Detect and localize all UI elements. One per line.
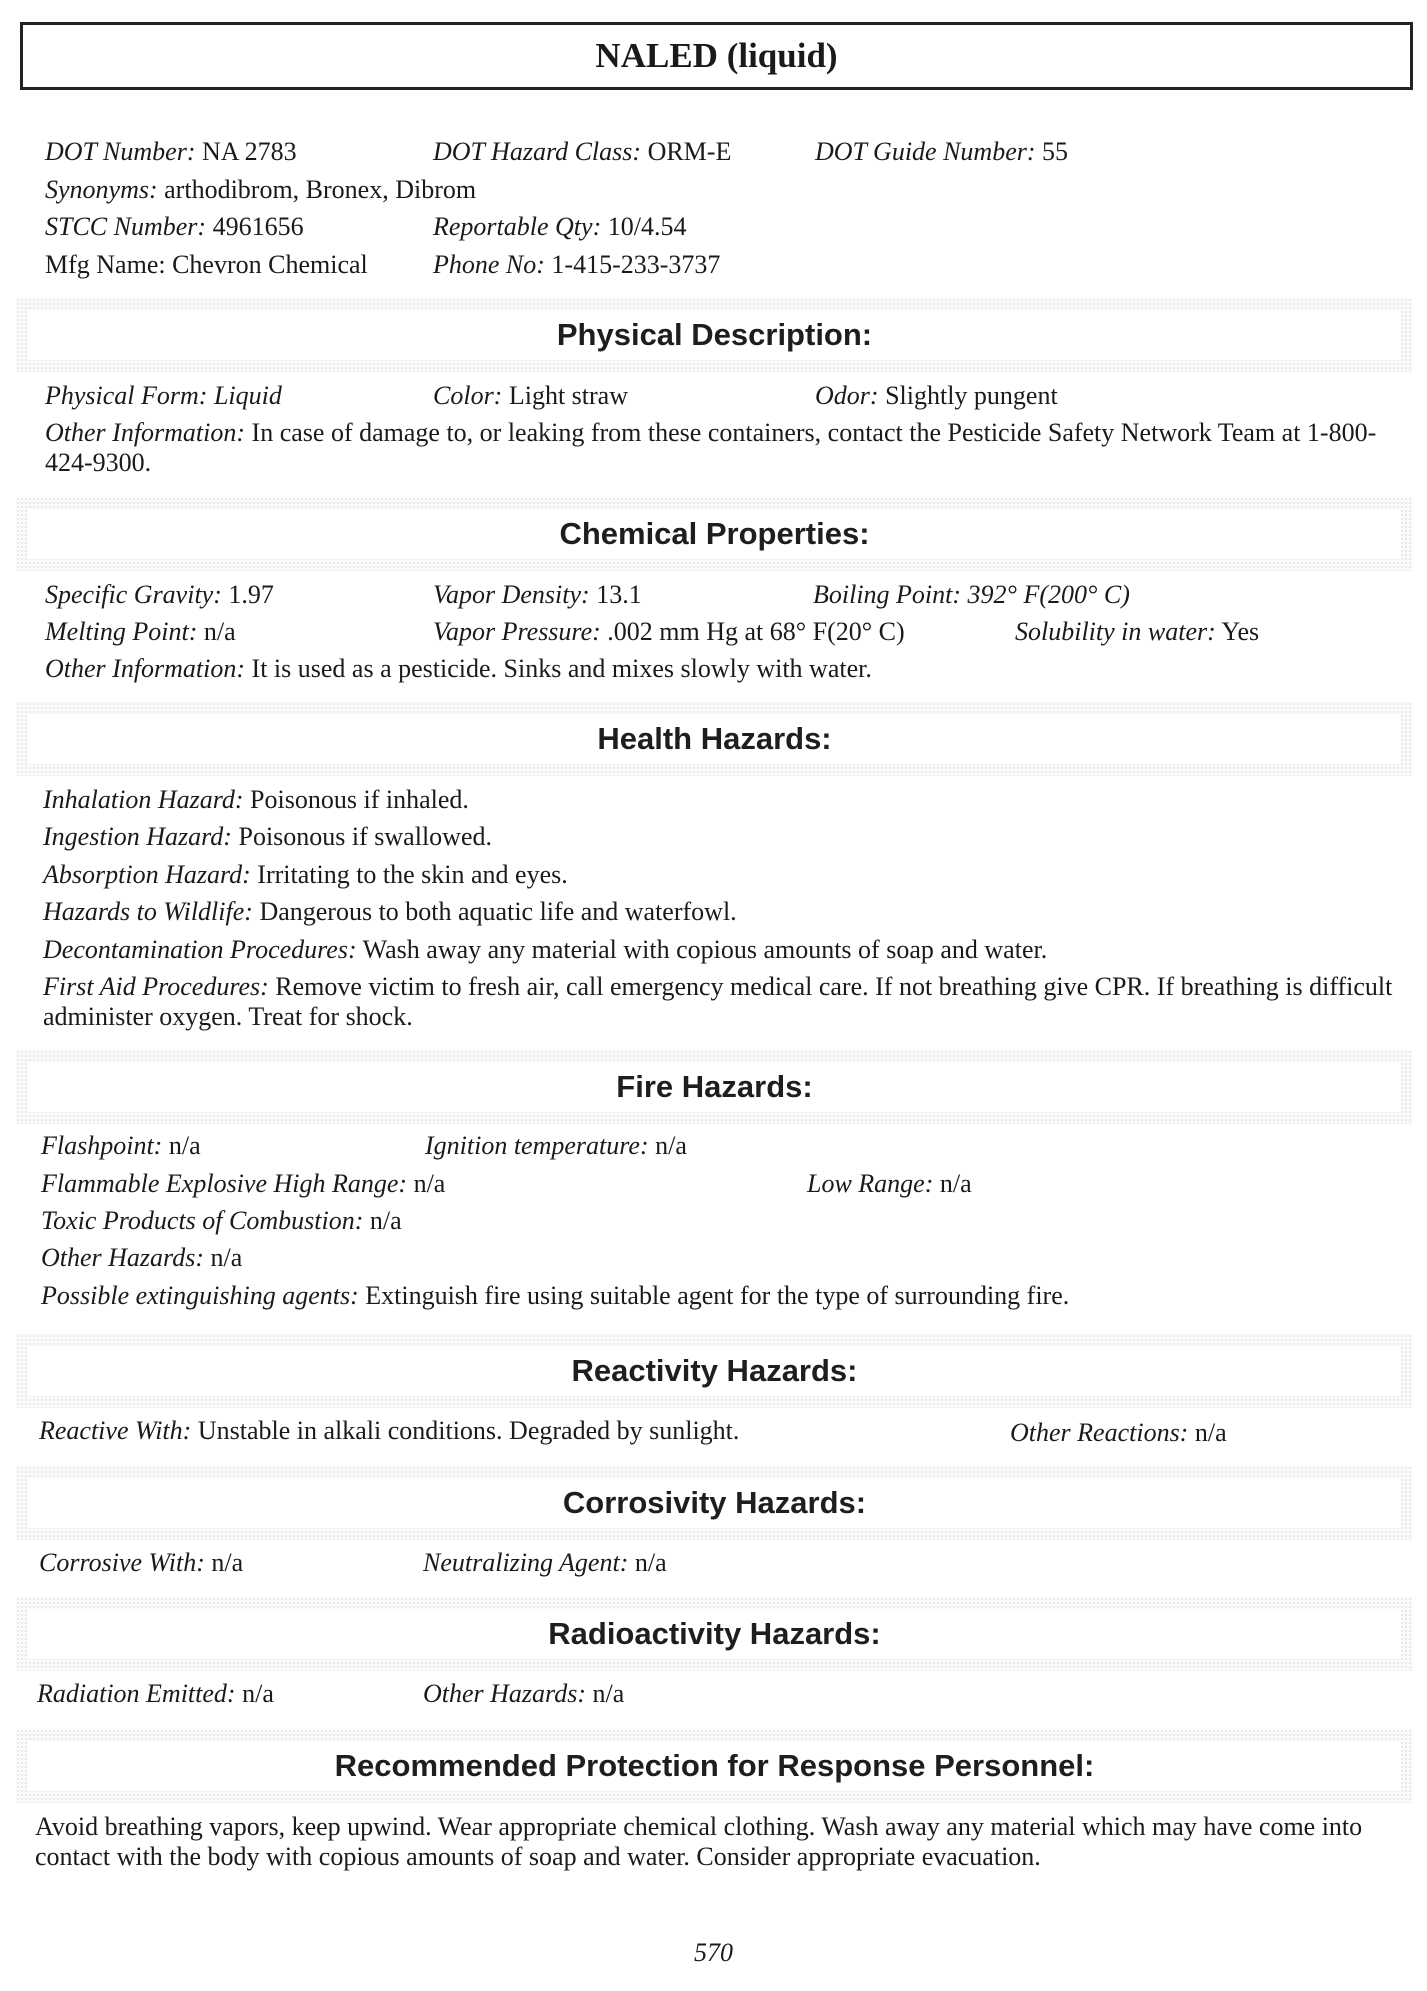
synonyms-value: arthodibrom, Bronex, Dibrom <box>164 175 477 204</box>
neutralizing-value: n/a <box>634 1548 667 1577</box>
reportable-qty-value: 10/4.54 <box>607 212 687 241</box>
radio-other-hazards-field <box>423 1679 624 1709</box>
mfg-field <box>45 250 368 280</box>
inhalation-value: Poisonous if inhaled. <box>250 785 469 814</box>
guide-number-label: DOT Guide Number: <box>815 137 1036 166</box>
protection-heading: Recommended Protection for Response Personnel: <box>334 1748 1095 1783</box>
radioactivity-section-band <box>16 1597 1413 1671</box>
odor-value: Slightly pungent <box>885 381 1058 410</box>
boiling-point-field <box>813 580 1130 610</box>
ingestion-field <box>43 822 492 852</box>
ignition-field <box>425 1131 687 1161</box>
boiling-point-label: Boiling Point: <box>813 580 962 609</box>
phone-value: 1-415-233-3737 <box>551 250 721 279</box>
vapor-pressure-label: Vapor Pressure: <box>433 617 601 646</box>
ignition-label: Ignition temperature: <box>425 1131 649 1160</box>
boiling-point-value: 392° F(200° C) <box>967 580 1130 609</box>
dot-number-value: NA 2783 <box>201 137 297 166</box>
high-range-value: n/a <box>413 1169 446 1198</box>
corrosive-with-field <box>39 1548 243 1578</box>
other-reactions-label: Other Reactions: <box>1010 1418 1189 1447</box>
other-reactions-field <box>1010 1418 1227 1448</box>
mfg-value: Chevron Chemical <box>172 250 368 279</box>
absorption-value: Irritating to the skin and eyes. <box>257 860 568 889</box>
dot-number-field <box>45 137 297 167</box>
reactive-with-value: Unstable in alkali conditions. Degraded by sunlight. <box>197 1416 740 1445</box>
corrosivity-section-band <box>16 1466 1413 1540</box>
stcc-label: STCC Number: <box>45 212 207 241</box>
corrosive-with-label: Corrosive With: <box>39 1548 205 1577</box>
health-section-band <box>16 702 1413 776</box>
odor-label: Odor: <box>815 381 879 410</box>
first-aid-value: Remove victim to fresh air, call emergency medical care. If not breathing give CPR. If breathing is difficult administer oxygen. Treat for shock. <box>43 972 1393 1031</box>
flashpoint-field <box>41 1131 201 1161</box>
chemical-other-value: It is used as a pesticide. Sinks and mixes slowly with water. <box>251 654 872 683</box>
ignition-value: n/a <box>655 1131 687 1160</box>
absorption-label: Absorption Hazard: <box>43 860 251 889</box>
specific-gravity-value: 1.97 <box>228 580 274 609</box>
fire-other-hazards-label: Other Hazards: <box>41 1243 204 1272</box>
absorption-field <box>43 860 568 890</box>
synonyms-field <box>45 175 476 205</box>
radio-other-hazards-label: Other Hazards: <box>423 1679 586 1708</box>
inhalation-field <box>43 785 469 815</box>
inhalation-label: Inhalation Hazard: <box>43 785 244 814</box>
phone-field <box>433 250 720 280</box>
ingestion-value: Poisonous if swallowed. <box>238 822 492 851</box>
reactive-with-field <box>39 1416 739 1446</box>
fire-heading: Fire Hazards: <box>616 1069 813 1104</box>
neutralizing-field <box>423 1548 667 1578</box>
decontamination-value: Wash away any material with copious amounts of soap and water. <box>362 935 1048 964</box>
first-aid-field <box>43 972 1398 1032</box>
solubility-label: Solubility in water: <box>1015 617 1216 646</box>
toxic-products-label: Toxic Products of Combustion: <box>41 1206 364 1235</box>
physical-other-label: Other Information: <box>45 418 246 447</box>
reactive-with-label: Reactive With: <box>39 1416 192 1445</box>
decontamination-label: Decontamination Procedures: <box>43 935 357 964</box>
low-range-field <box>807 1169 972 1199</box>
vapor-density-value: 13.1 <box>596 580 642 609</box>
extinguishing-label: Possible extinguishing agents: <box>41 1281 359 1310</box>
high-range-label: Flammable Explosive High Range: <box>41 1169 408 1198</box>
specific-gravity-label: Specific Gravity: <box>45 580 222 609</box>
page-title: NALED (liquid) <box>20 22 1413 90</box>
odor-field <box>815 381 1058 411</box>
physical-form-field <box>45 381 282 411</box>
fire-section-band <box>16 1050 1413 1124</box>
decontamination-field <box>43 935 1047 965</box>
specific-gravity-field <box>45 580 274 610</box>
other-reactions-value: n/a <box>1194 1418 1227 1447</box>
flashpoint-value: n/a <box>168 1131 201 1160</box>
vapor-density-field <box>433 580 642 610</box>
phone-label: Phone No: <box>433 250 545 279</box>
physical-other-value: In case of damage to, or leaking from these containers, contact the Pesticide Safety Network Team at 1-800-424-9300. <box>45 418 1377 477</box>
hazard-class-label: DOT Hazard Class: <box>433 137 642 166</box>
vapor-density-label: Vapor Density: <box>433 580 590 609</box>
first-aid-label: First Aid Procedures: <box>43 972 269 1001</box>
corrosive-with-value: n/a <box>211 1548 244 1577</box>
guide-number-field <box>815 137 1068 167</box>
color-field <box>433 381 628 411</box>
wildlife-field <box>43 897 737 927</box>
vapor-pressure-value: .002 mm Hg at 68° F(20° C) <box>607 617 905 646</box>
mfg-label: Mfg Name: <box>45 250 166 279</box>
reactivity-heading: Reactivity Hazards: <box>571 1353 858 1388</box>
solubility-value: Yes <box>1221 617 1260 646</box>
melting-point-value: n/a <box>203 617 236 646</box>
corrosivity-heading: Corrosivity Hazards: <box>562 1485 867 1520</box>
flashpoint-label: Flashpoint: <box>41 1131 163 1160</box>
extinguishing-value: Extinguish fire using suitable agent for the type of surrounding fire. <box>365 1281 1070 1310</box>
radiation-label: Radiation Emitted: <box>37 1679 236 1708</box>
color-label: Color: <box>433 381 503 410</box>
hazard-class-value: ORM-E <box>647 137 732 166</box>
health-heading: Health Hazards: <box>597 721 832 756</box>
melting-point-field <box>45 617 236 647</box>
chemical-other-info <box>45 654 872 684</box>
high-range-field <box>41 1169 445 1199</box>
vapor-pressure-field <box>433 617 905 647</box>
solubility-field <box>1015 617 1259 647</box>
hazard-class-field <box>433 137 731 167</box>
toxic-products-field <box>41 1206 402 1236</box>
neutralizing-label: Neutralizing Agent: <box>423 1548 629 1577</box>
wildlife-label: Hazards to Wildlife: <box>43 897 253 926</box>
dot-number-label: DOT Number: <box>45 137 196 166</box>
wildlife-value: Dangerous to both aquatic life and waterfowl. <box>259 897 737 926</box>
radioactivity-heading: Radioactivity Hazards: <box>548 1616 881 1651</box>
low-range-label: Low Range: <box>807 1169 934 1198</box>
reactivity-section-band <box>16 1334 1413 1408</box>
stcc-field <box>45 212 304 242</box>
chemical-other-label: Other Information: <box>45 654 246 683</box>
toxic-products-value: n/a <box>369 1206 402 1235</box>
protection-text: Avoid breathing vapors, keep upwind. Wear appropriate chemical clothing. Wash away any material which may have come into contact with the body with copious amounts of soap and water. Consider appropriate evacuation. <box>35 1812 1363 1871</box>
ingestion-label: Ingestion Hazard: <box>43 822 232 851</box>
fire-other-hazards-value: n/a <box>210 1243 243 1272</box>
radiation-field <box>37 1679 274 1709</box>
protection-section-band <box>16 1729 1413 1803</box>
stcc-value: 4961656 <box>212 212 304 241</box>
reportable-qty-field <box>433 212 686 242</box>
guide-number-value: 55 <box>1042 137 1069 166</box>
physical-form-value: Liquid <box>213 381 282 410</box>
synonyms-label: Synonyms: <box>45 175 158 204</box>
physical-heading: Physical Description: <box>556 317 873 352</box>
page-number: 570 <box>694 1938 733 1967</box>
melting-point-label: Melting Point: <box>45 617 198 646</box>
fire-other-hazards-field <box>41 1243 242 1273</box>
physical-section-band <box>16 298 1413 372</box>
radiation-value: n/a <box>242 1679 274 1708</box>
chemical-heading: Chemical Properties: <box>559 516 870 551</box>
extinguishing-field <box>41 1281 1069 1311</box>
color-value: Light straw <box>508 381 628 410</box>
low-range-value: n/a <box>939 1169 972 1198</box>
chemical-section-band <box>16 497 1413 571</box>
physical-form-label: Physical Form: <box>45 381 208 410</box>
reportable-qty-label: Reportable Qty: <box>433 212 602 241</box>
physical-other-info <box>45 418 1385 478</box>
radio-other-hazards-value: n/a <box>592 1679 625 1708</box>
